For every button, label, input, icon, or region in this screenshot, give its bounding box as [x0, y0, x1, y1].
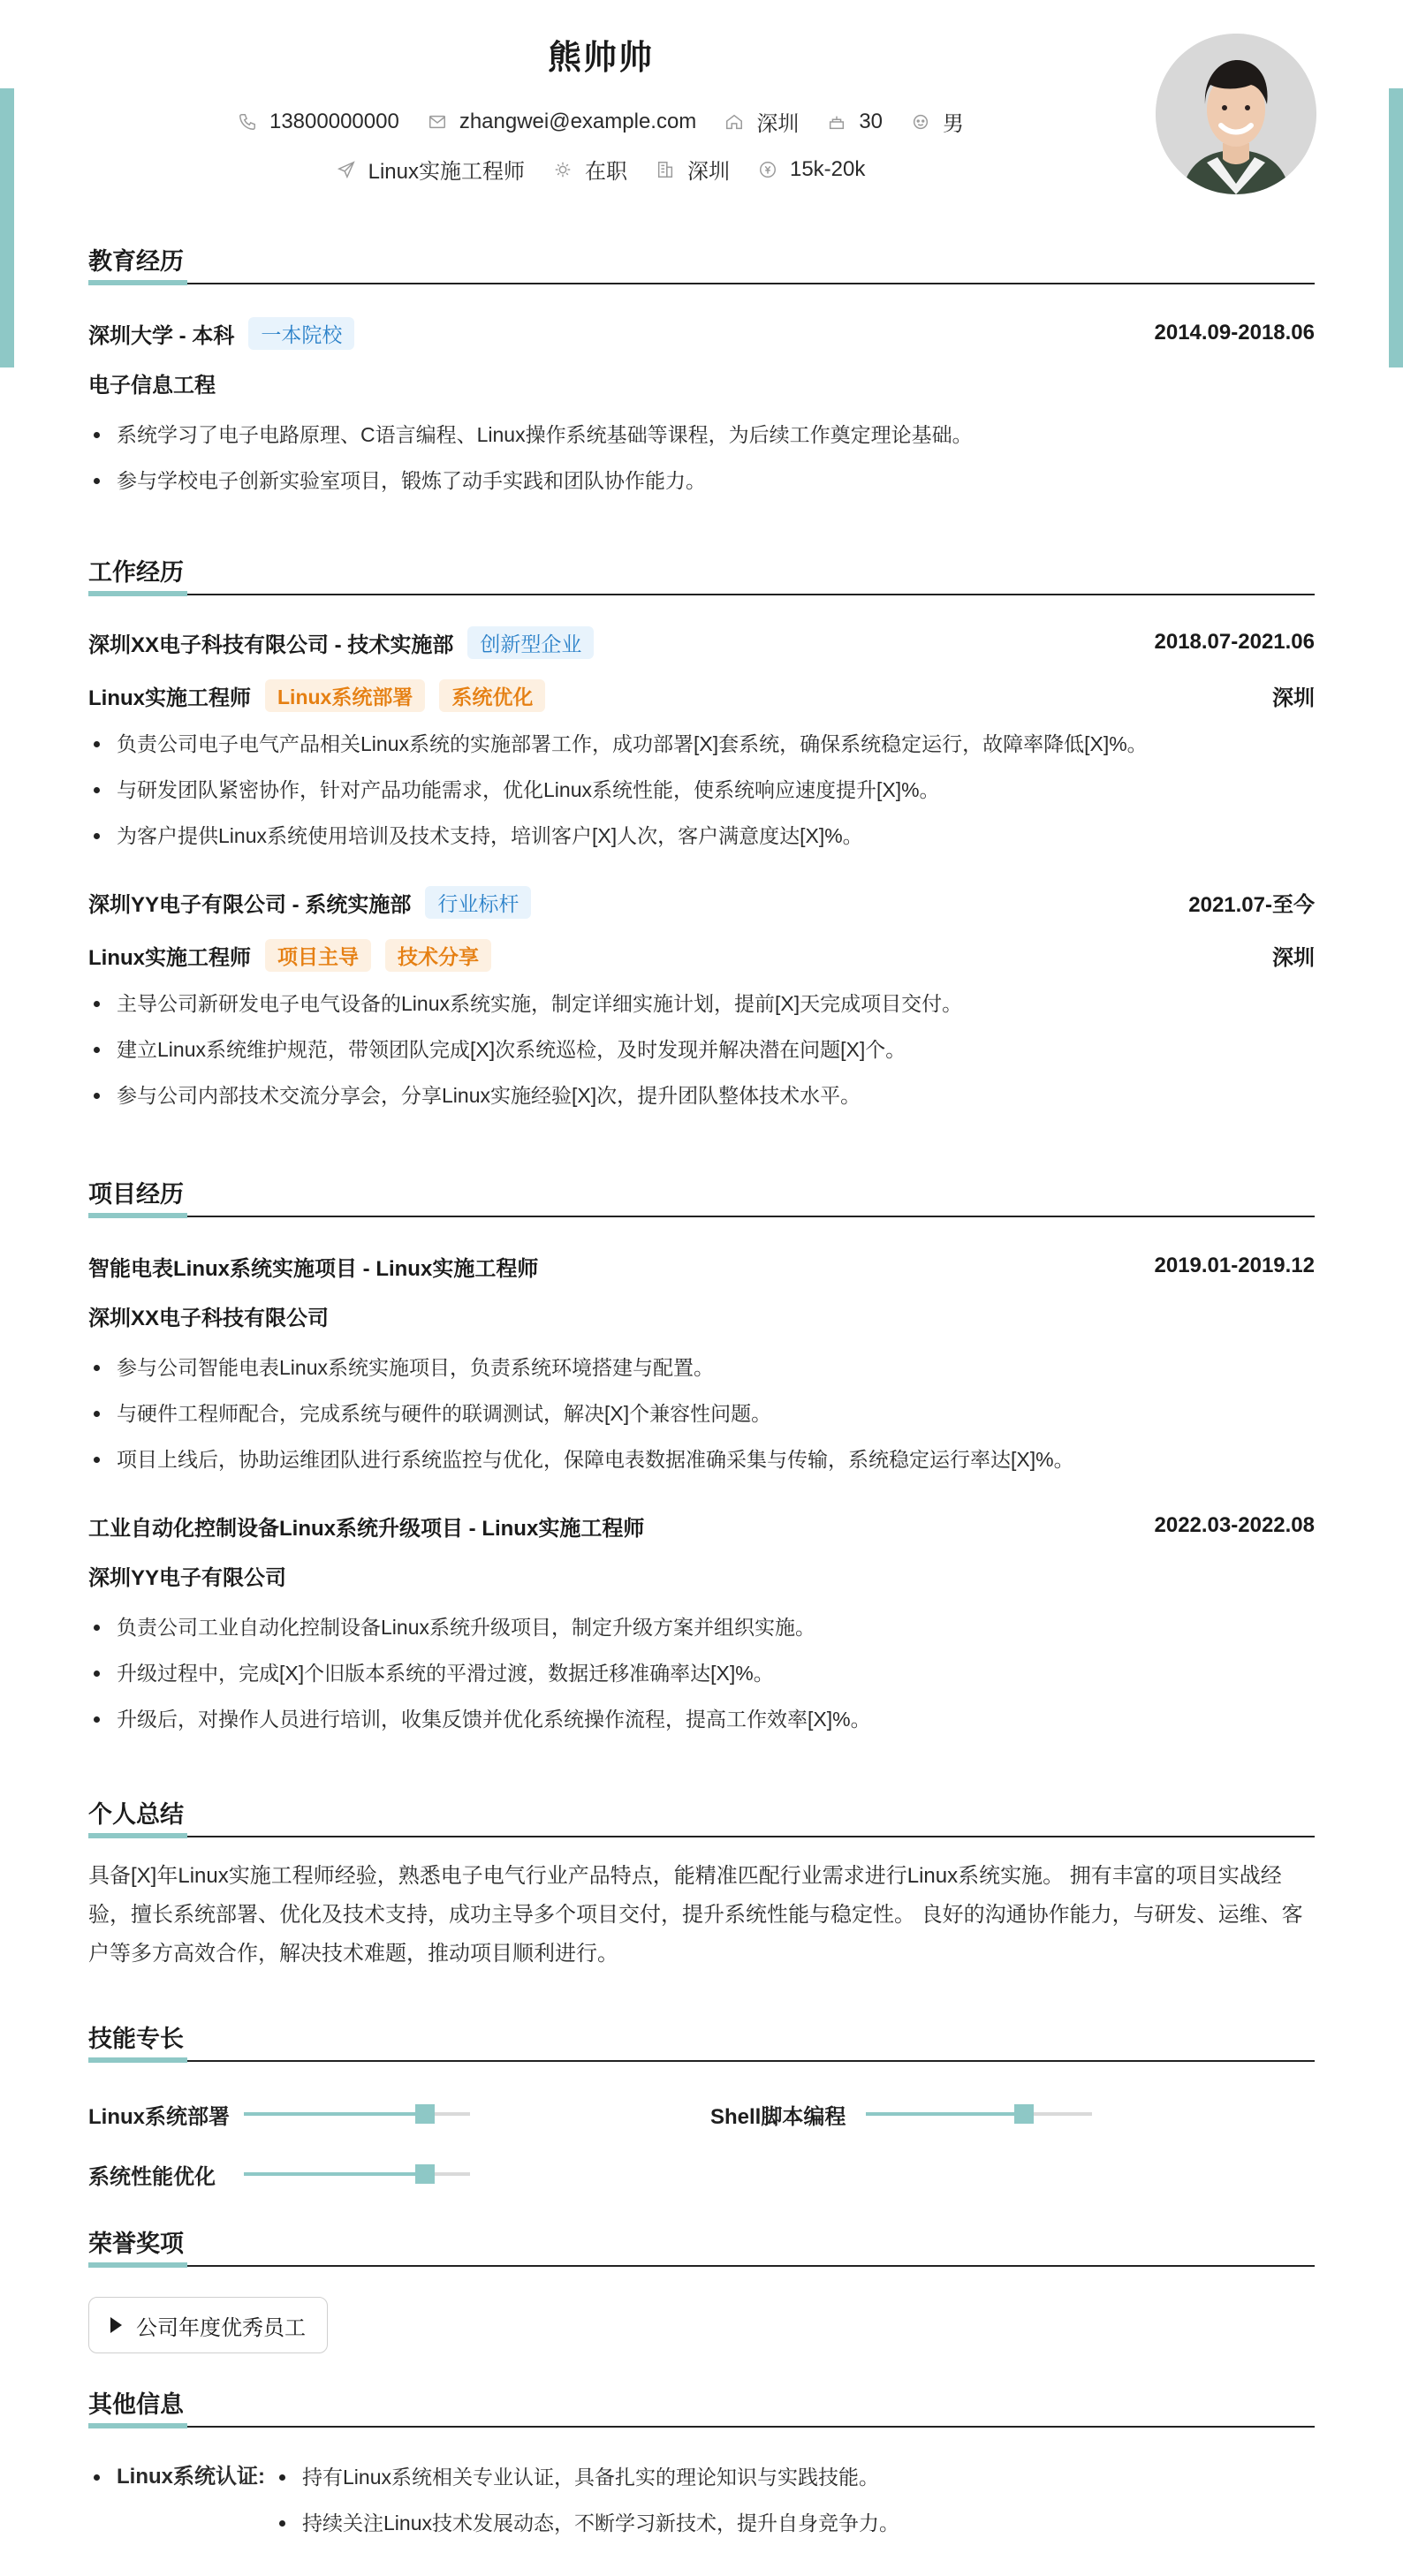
skills-divider	[88, 2060, 1315, 2062]
position-text: Linux实施工程师	[368, 160, 525, 184]
building-icon	[656, 160, 675, 179]
project-date: 2019.01-2019.12	[1154, 1254, 1315, 1277]
project-header-row	[88, 1247, 1315, 1284]
project-entry-1	[88, 1247, 1315, 1482]
other-bullets	[274, 2454, 1246, 2546]
company-tag: 行业标杆	[425, 886, 531, 919]
awards-title: 荣誉奖项	[88, 2231, 184, 2257]
other-divider	[88, 2426, 1315, 2428]
project-company: 深圳YY电子有限公司	[88, 1566, 287, 1590]
role-tag: Linux系统部署	[265, 679, 425, 712]
list-item: 建立Linux系统维护规范，带领团队完成[X]次系统巡检，及时发现并解决潜在问题[X]个。	[88, 1027, 1315, 1072]
company-tag: 创新型企业	[467, 626, 594, 659]
job-row	[88, 154, 1113, 185]
project-name: 工业自动化控制设备Linux系统升级项目 - Linux实施工程师	[88, 1516, 645, 1541]
summary-line: 验，擅长系统部署、优化及技术支持，成功主导多个项目交付，提升系统性能与稳定性。 良好的沟通协作能力，与研发、运维、客	[88, 1903, 1303, 1927]
role-tag: 技术分享	[385, 939, 491, 972]
work-city: 深圳	[1272, 686, 1315, 710]
work-section	[88, 555, 1315, 1118]
award-item	[88, 2297, 328, 2353]
skill-bar-marker	[415, 2104, 435, 2124]
education-title: 教育经历	[88, 248, 184, 275]
resume-header	[88, 0, 1315, 212]
summary-line: 具备[X]年Linux实施工程师经验，熟悉电子电气行业产品特点，能精准匹配行业需求进行Linux系统实施。 拥有丰富的项目实战经	[88, 1864, 1282, 1888]
award-text: 公司年度优秀员工	[136, 2315, 306, 2340]
project-company: 深圳XX电子科技有限公司	[88, 1307, 330, 1330]
triangle-right-icon	[110, 2317, 122, 2333]
school-name: 深圳大学 - 本科	[88, 323, 235, 348]
phone-item	[238, 110, 399, 134]
skill-bar	[244, 2172, 470, 2176]
work-bullets	[88, 721, 1315, 859]
summary-divider	[88, 1836, 1315, 1837]
status-item	[553, 154, 627, 185]
salary-item	[758, 157, 865, 182]
work-divider	[88, 594, 1315, 595]
work-date: 2018.07-2021.06	[1154, 630, 1315, 654]
list-item: 负责公司工业自动化控制设备Linux系统升级项目，制定升级方案并组织实施。	[88, 1604, 1315, 1650]
company-name: 深圳XX电子科技有限公司 - 技术实施部	[88, 633, 454, 657]
skill-bar-fill	[866, 2112, 1024, 2116]
summary-title: 个人总结	[88, 1801, 184, 1828]
company-name: 深圳YY电子有限公司 - 系统实施部	[88, 892, 412, 917]
work-company-row	[88, 883, 1315, 921]
right-accent-bar	[1389, 88, 1403, 367]
education-divider	[88, 283, 1315, 284]
work-date: 2021.07-至今	[1188, 892, 1315, 917]
work-city-text: 深圳	[686, 160, 730, 184]
work-entry-1	[88, 624, 1315, 859]
avatar	[1156, 34, 1316, 194]
list-item: 主导公司新研发电子电气设备的Linux系统实施，制定详细实施计划，提前[X]天完成项目交付。	[88, 981, 1315, 1027]
list-item: 项目上线后，协助运维团队进行系统监控与优化，保障电表数据准确采集与传输，系统稳定运行率达[X]%。	[88, 1436, 1315, 1482]
education-bullets	[88, 412, 1315, 504]
work-role-row	[88, 936, 1315, 974]
list-item: 升级过程中，完成[X]个旧版本系统的平滑过渡，数据迁移准确率达[X]%。	[88, 1650, 1315, 1696]
projects-title: 项目经历	[88, 1181, 184, 1208]
list-item: 参与公司智能电表Linux系统实施项目，负责系统环境搭建与配置。	[88, 1345, 1315, 1390]
skills-section	[88, 2021, 1315, 2216]
project-date: 2022.03-2022.08	[1154, 1513, 1315, 1537]
education-date: 2014.09-2018.06	[1154, 321, 1315, 345]
skill-bar-marker	[1014, 2104, 1034, 2124]
salary-text: 15k-20k	[789, 156, 866, 181]
email-item	[428, 110, 697, 134]
age-icon	[827, 112, 846, 132]
candidate-name: 熊帅帅	[547, 40, 654, 77]
gender-item	[911, 106, 964, 137]
home-icon	[724, 112, 744, 132]
location-item	[724, 106, 799, 137]
skill-bar-fill	[244, 2172, 425, 2176]
location-text: 深圳	[756, 112, 800, 136]
status-icon	[553, 160, 573, 179]
gender-icon	[911, 112, 930, 132]
role-name: Linux实施工程师	[88, 945, 251, 970]
list-item: 参与公司内部技术交流分享会，分享Linux实施经验[X]次，提升团队整体技术水平。	[88, 1072, 1315, 1118]
skill-bar-marker	[415, 2164, 435, 2184]
school-tag: 一本院校	[248, 317, 354, 350]
education-header-row	[88, 314, 1315, 352]
phone-icon	[238, 112, 257, 132]
work-role-row	[88, 677, 1315, 714]
work-company-row	[88, 624, 1315, 661]
list-item: 为客户提供Linux系统使用培训及技术支持，培训客户[X]人次，客户满意度达[X]%。	[88, 813, 1315, 859]
list-item: 与研发团队紧密协作，针对产品功能需求，优化Linux系统性能，使系统响应速度提升[X]%。	[88, 767, 1315, 813]
skill-item	[88, 2095, 495, 2133]
age-item	[827, 110, 883, 134]
summary-section	[88, 1797, 1315, 1974]
skill-bar	[866, 2112, 1092, 2116]
list-item: 参与学校电子创新实验室项目，锻炼了动手实践和团队协作能力。	[88, 458, 1315, 504]
status-text: 在职	[584, 160, 627, 184]
skills-title: 技能专长	[88, 2026, 184, 2052]
skill-name: Linux系统部署	[88, 2104, 230, 2129]
position-item	[337, 154, 525, 185]
work-city-item	[656, 154, 730, 185]
awards-section	[88, 2226, 1315, 2353]
phone-text: 13800000000	[269, 109, 399, 133]
project-header-row	[88, 1507, 1315, 1544]
projects-divider	[88, 1216, 1315, 1217]
skill-item	[88, 2156, 495, 2193]
role-name: Linux实施工程师	[88, 686, 251, 710]
work-bullets	[88, 981, 1315, 1118]
projects-section	[88, 1177, 1315, 1742]
list-item: 持有Linux系统相关专业认证，具备扎实的理论知识与实践技能。	[274, 2454, 1246, 2500]
skill-item	[710, 2095, 1117, 2133]
salary-icon	[758, 160, 777, 179]
skill-name: 系统性能优化	[88, 2164, 216, 2189]
age-text: 30	[859, 109, 884, 133]
awards-divider	[88, 2265, 1315, 2267]
project-bullets	[88, 1604, 1315, 1742]
skill-bar	[244, 2112, 470, 2116]
portrait-avatar-icon	[1156, 34, 1316, 194]
list-item: 负责公司电子电气产品相关Linux系统的实施部署工作，成功部署[X]套系统，确保系统稳定运行，故障率降低[X]%。	[88, 721, 1315, 767]
project-bullets	[88, 1345, 1315, 1482]
resume-page	[88, 0, 1315, 2534]
work-city: 深圳	[1272, 945, 1315, 970]
email-text: zhangwei@example.com	[459, 109, 697, 133]
gender-text: 男	[943, 112, 965, 136]
send-icon	[337, 160, 356, 179]
list-item: 持续关注Linux技术发展动态，不断学习新技术，提升自身竞争力。	[274, 2500, 1246, 2546]
other-label: Linux系统认证:	[88, 2454, 353, 2500]
work-title: 工作经历	[88, 559, 184, 586]
left-accent-bar	[0, 88, 14, 367]
contact-row	[88, 106, 1113, 137]
skill-bar-fill	[244, 2112, 425, 2116]
email-icon	[428, 112, 447, 132]
list-item: 升级后，对操作人员进行培训，收集反馈并优化系统操作流程，提高工作效率[X]%。	[88, 1696, 1315, 1742]
skill-name: Shell脚本编程	[710, 2104, 846, 2129]
project-name: 智能电表Linux系统实施项目 - Linux实施工程师	[88, 1256, 539, 1281]
role-tag: 项目主导	[265, 939, 371, 972]
work-entry-2	[88, 883, 1315, 1118]
major-name: 电子信息工程	[88, 374, 216, 398]
list-item: 与硬件工程师配合，完成系统与硬件的联调测试，解决[X]个兼容性问题。	[88, 1390, 1315, 1436]
other-section	[88, 2387, 1315, 2546]
other-title: 其他信息	[88, 2391, 184, 2418]
summary-text	[88, 1857, 1315, 1974]
list-item: 系统学习了电子电路原理、C语言编程、Linux操作系统基础等课程，为后续工作奠定理论基础。	[88, 412, 1315, 458]
summary-line: 户等多方高效合作，解决技术难题，推动项目顺利进行。	[88, 1942, 618, 1966]
role-tag: 系统优化	[439, 679, 545, 712]
education-section	[88, 244, 1315, 504]
project-entry-2	[88, 1507, 1315, 1742]
